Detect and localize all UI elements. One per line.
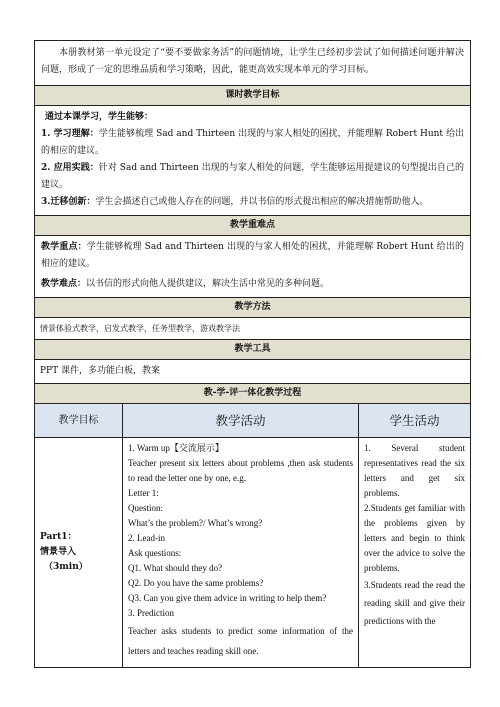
activity-line: Q1. What should they do? bbox=[128, 563, 223, 573]
lesson-plan-table bbox=[34, 40, 471, 668]
keypoints-header-row bbox=[35, 216, 471, 236]
tools-header: 教学工具 bbox=[35, 340, 471, 360]
objective-text-2: 针对 Sad and Thirteen 出现的与家人相处的问题，学生能够运用提建议的句型提出自己的建议。 bbox=[41, 163, 464, 190]
objective-label-3: 3.迁移创新： bbox=[41, 197, 96, 207]
intro-row bbox=[35, 41, 471, 86]
objectives-header-row bbox=[35, 86, 471, 106]
part1-title: Part1： bbox=[40, 532, 77, 542]
methods-header-row bbox=[35, 298, 471, 318]
keypoint-text-1: 学生能够梳理 Sad and Thirteen 出现的与家人相处的困扰，并能理解 Robert Hunt 给出的相应的建议。 bbox=[41, 242, 464, 269]
keypoint-text-2: 以书信的形式向他人提供建议，解决生活中常见的多种问题。 bbox=[86, 279, 330, 289]
part1-row bbox=[35, 438, 471, 668]
column-objective: 教学目标 bbox=[35, 404, 123, 438]
activity-line: What’s the problem?/ What’s wrong? bbox=[128, 518, 263, 528]
keypoint-item-1 bbox=[41, 239, 464, 273]
tools-header-row bbox=[35, 340, 471, 360]
process-columns-row bbox=[35, 404, 471, 438]
objective-item-3 bbox=[41, 194, 464, 211]
part1-time: （3min） bbox=[44, 562, 88, 572]
activity-line: 1. Warm up【交流展示】 bbox=[128, 443, 224, 453]
column-activity: 教学活动 bbox=[123, 404, 359, 438]
keypoints-header: 教学重难点 bbox=[35, 216, 471, 236]
objective-item-1 bbox=[41, 126, 464, 160]
activity-line: Teacher asks students to predict some information of the letters and teaches reading skill one. bbox=[128, 626, 353, 656]
activity-line: Q2. Do you have the same problems? bbox=[128, 578, 264, 588]
part1-activities bbox=[123, 438, 359, 668]
student-line: 2.Students get familiar with the problems given by letters and begin to think over the advice to solve the problems. bbox=[364, 503, 465, 573]
activity-line: Teacher present six letters about problems ,then ask students to read the letter one by one, e.g. bbox=[128, 458, 353, 483]
objective-text-1: 学生能够梳理 Sad and Thirteen 出现的与家人相处的困扰，并能理解 Robert Hunt 给出的相应的建议。 bbox=[41, 129, 464, 156]
objectives-row bbox=[35, 106, 471, 216]
student-line: 3.Students read the read the reading skill and give their predictions with the bbox=[364, 580, 465, 626]
column-student: 学生活动 bbox=[359, 404, 471, 438]
objective-label-1: 1. 学习理解： bbox=[41, 129, 99, 139]
methods-header: 教学方法 bbox=[35, 298, 471, 318]
keypoint-item-2 bbox=[41, 276, 464, 293]
objective-text-3: 学生会描述自己或他人存在的问题，并以书信的形式提出相应的解决措施帮助他人。 bbox=[95, 197, 429, 207]
objectives-lead: 通过本课学习，学生能够： bbox=[45, 112, 154, 122]
activity-line: Question: bbox=[128, 503, 163, 513]
part1-student-activities bbox=[359, 438, 471, 668]
activity-line: 2. Lead-in bbox=[128, 533, 165, 543]
objectives-content bbox=[35, 106, 471, 216]
activity-line: Ask questions: bbox=[128, 548, 182, 558]
intro-text: 本册教材第一单元设定了“要不要做家务活”的问题情境，让学生已经初步尝试了如何描述问题并解决问题，形成了一定的思维品质和学习策略，因此，能更高效实现本单元的学习目标。 bbox=[35, 41, 471, 86]
methods-row bbox=[35, 318, 471, 340]
part1-cell bbox=[35, 438, 123, 668]
tools-row bbox=[35, 360, 471, 384]
keypoints-content bbox=[35, 236, 471, 298]
activity-line: 3. Prediction bbox=[128, 608, 174, 618]
objective-label-2: 2. 应用实践： bbox=[41, 163, 99, 173]
keypoint-label-1: 教学重点： bbox=[41, 242, 87, 252]
part1-subtitle: 情景导入 bbox=[40, 547, 77, 557]
activity-line: Q3. Can you give them advice in writing to help them? bbox=[128, 593, 327, 603]
activity-line: Letter 1: bbox=[128, 488, 159, 498]
keypoint-label-2: 教学难点： bbox=[41, 279, 87, 289]
objectives-header: 课时教学目标 bbox=[35, 86, 471, 106]
process-header-row bbox=[35, 384, 471, 404]
process-header: 教-学-评一体化教学过程 bbox=[35, 384, 471, 404]
tools-text: PPT 课件，多功能白板，教案 bbox=[35, 360, 471, 384]
methods-text: 情景体验式教学，启发式教学，任务型教学，游戏教学法 bbox=[35, 318, 471, 340]
objective-item-2 bbox=[41, 160, 464, 194]
keypoints-row bbox=[35, 236, 471, 298]
student-line: 1. Several student representatives read the six letters and get six problems. bbox=[364, 443, 465, 498]
